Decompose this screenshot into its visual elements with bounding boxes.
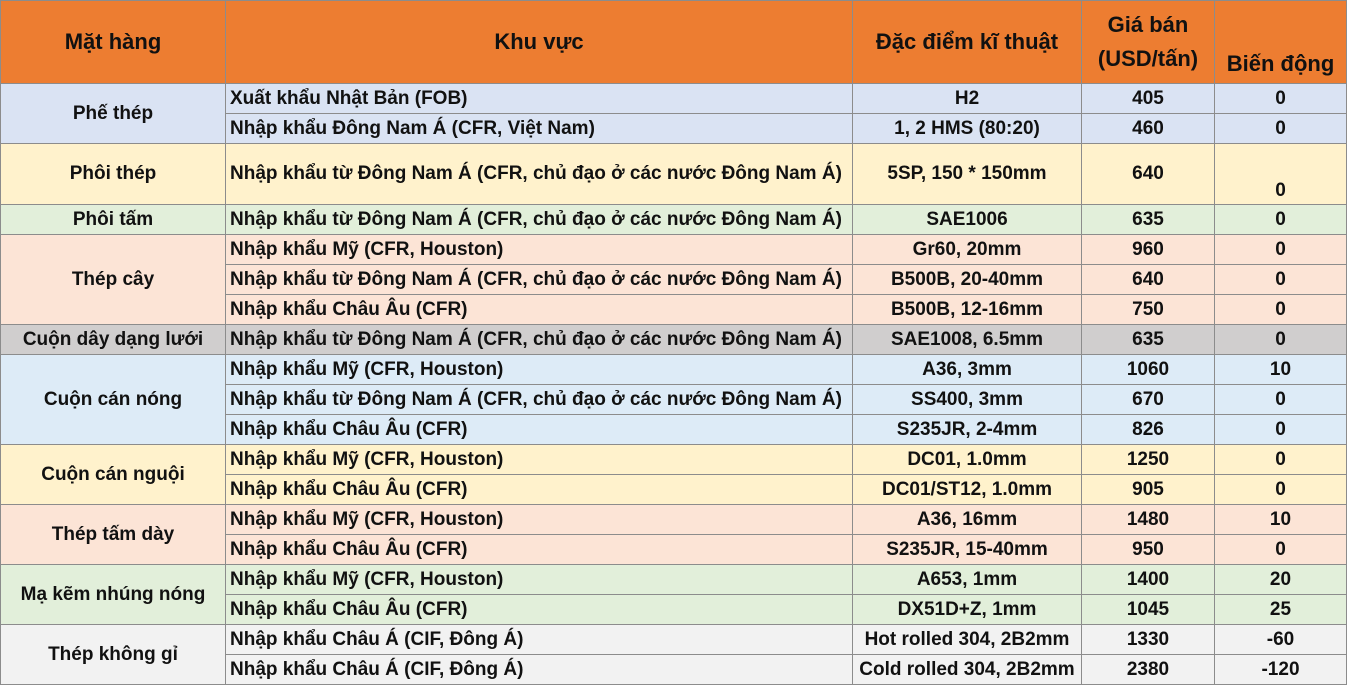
price-cell: 1060 (1082, 355, 1215, 385)
change-cell: -60 (1215, 625, 1347, 655)
item-name: Thép tấm dày (1, 505, 226, 565)
table-row (1, 445, 1347, 475)
region-cell: Nhập khẩu Châu Âu (CFR) (226, 415, 853, 445)
table-row (1, 625, 1347, 655)
price-cell: 826 (1082, 415, 1215, 445)
price-cell: 460 (1082, 114, 1215, 144)
region-cell: Nhập khẩu từ Đông Nam Á (CFR, chủ đạo ở các nước Đông Nam Á) (226, 325, 853, 355)
change-cell: 0 (1215, 114, 1347, 144)
region-cell: Nhập khẩu Châu Á (CIF, Đông Á) (226, 655, 853, 685)
header-region: Khu vực (226, 1, 853, 84)
spec-cell: 5SP, 150 * 150mm (853, 144, 1082, 205)
price-cell: 640 (1082, 265, 1215, 295)
spec-cell: S235JR, 2-4mm (853, 415, 1082, 445)
change-cell: 0 (1215, 385, 1347, 415)
change-cell: 0 (1215, 205, 1347, 235)
region-cell: Nhập khẩu từ Đông Nam Á (CFR, chủ đạo ở các nước Đông Nam Á) (226, 144, 853, 205)
spec-cell: Cold rolled 304, 2B2mm (853, 655, 1082, 685)
region-cell: Nhập khẩu Châu Âu (CFR) (226, 475, 853, 505)
change-cell: -120 (1215, 655, 1347, 685)
region-cell: Nhập khẩu Mỹ (CFR, Houston) (226, 355, 853, 385)
item-name: Phôi thép (1, 144, 226, 205)
change-cell: 0 (1215, 535, 1347, 565)
spec-cell: B500B, 20-40mm (853, 265, 1082, 295)
header-price-line2: (USD/tấn) (1097, 46, 1199, 71)
price-cell: 750 (1082, 295, 1215, 325)
spec-cell: DC01/ST12, 1.0mm (853, 475, 1082, 505)
header-price-line1: Giá bán (1107, 12, 1189, 37)
item-name: Cuộn cán nóng (1, 355, 226, 445)
item-name: Phôi tấm (1, 205, 226, 235)
spec-cell: A36, 16mm (853, 505, 1082, 535)
spec-cell: H2 (853, 84, 1082, 114)
table-row (1, 355, 1347, 385)
price-cell: 950 (1082, 535, 1215, 565)
table-row (1, 325, 1347, 355)
region-cell: Nhập khẩu từ Đông Nam Á (CFR, chủ đạo ở các nước Đông Nam Á) (226, 385, 853, 415)
header-change: Biến động (1215, 1, 1347, 84)
price-cell: 405 (1082, 84, 1215, 114)
table-row (1, 235, 1347, 265)
header-spec: Đặc điểm kĩ thuật (853, 1, 1082, 84)
change-cell: 0 (1215, 84, 1347, 114)
region-cell: Nhập khẩu từ Đông Nam Á (CFR, chủ đạo ở các nước Đông Nam Á) (226, 265, 853, 295)
item-name: Thép không gỉ (1, 625, 226, 685)
region-cell: Nhập khẩu Mỹ (CFR, Houston) (226, 445, 853, 475)
price-cell: 905 (1082, 475, 1215, 505)
item-name: Cuộn dây dạng lưới (1, 325, 226, 355)
region-cell: Nhập khẩu Châu Âu (CFR) (226, 295, 853, 325)
price-cell: 1250 (1082, 445, 1215, 475)
spec-cell: S235JR, 15-40mm (853, 535, 1082, 565)
price-cell: 1480 (1082, 505, 1215, 535)
spec-cell: A653, 1mm (853, 565, 1082, 595)
region-cell: Nhập khẩu Châu Á (CIF, Đông Á) (226, 625, 853, 655)
price-cell: 670 (1082, 385, 1215, 415)
header-price (1082, 1, 1215, 84)
item-name: Cuộn cán nguội (1, 445, 226, 505)
spec-cell: Gr60, 20mm (853, 235, 1082, 265)
table-row (1, 205, 1347, 235)
region-cell: Nhập khẩu Đông Nam Á (CFR, Việt Nam) (226, 114, 853, 144)
change-cell: 0 (1215, 144, 1347, 205)
region-cell: Nhập khẩu Mỹ (CFR, Houston) (226, 565, 853, 595)
region-cell: Nhập khẩu Châu Âu (CFR) (226, 535, 853, 565)
price-cell: 960 (1082, 235, 1215, 265)
change-cell: 25 (1215, 595, 1347, 625)
region-cell: Nhập khẩu từ Đông Nam Á (CFR, chủ đạo ở các nước Đông Nam Á) (226, 205, 853, 235)
spec-cell: Hot rolled 304, 2B2mm (853, 625, 1082, 655)
table-row (1, 144, 1347, 205)
spec-cell: SS400, 3mm (853, 385, 1082, 415)
spec-cell: 1, 2 HMS (80:20) (853, 114, 1082, 144)
spec-cell: A36, 3mm (853, 355, 1082, 385)
spec-cell: DC01, 1.0mm (853, 445, 1082, 475)
change-cell: 10 (1215, 505, 1347, 535)
price-cell: 635 (1082, 205, 1215, 235)
region-cell: Xuất khẩu Nhật Bản (FOB) (226, 84, 853, 114)
spec-cell: SAE1006 (853, 205, 1082, 235)
table-row (1, 84, 1347, 114)
header-item: Mặt hàng (1, 1, 226, 84)
change-cell: 0 (1215, 415, 1347, 445)
change-cell: 10 (1215, 355, 1347, 385)
region-cell: Nhập khẩu Châu Âu (CFR) (226, 595, 853, 625)
price-cell: 1330 (1082, 625, 1215, 655)
change-cell: 0 (1215, 445, 1347, 475)
item-name: Phế thép (1, 84, 226, 144)
region-cell: Nhập khẩu Mỹ (CFR, Houston) (226, 505, 853, 535)
price-cell: 1400 (1082, 565, 1215, 595)
region-cell: Nhập khẩu Mỹ (CFR, Houston) (226, 235, 853, 265)
change-cell: 0 (1215, 475, 1347, 505)
table-row (1, 565, 1347, 595)
spec-cell: SAE1008, 6.5mm (853, 325, 1082, 355)
change-cell: 20 (1215, 565, 1347, 595)
price-cell: 640 (1082, 144, 1215, 205)
change-cell: 0 (1215, 325, 1347, 355)
price-cell: 1045 (1082, 595, 1215, 625)
change-cell: 0 (1215, 295, 1347, 325)
header-row (1, 1, 1347, 84)
spec-cell: DX51D+Z, 1mm (853, 595, 1082, 625)
table-row (1, 505, 1347, 535)
price-cell: 2380 (1082, 655, 1215, 685)
change-cell: 0 (1215, 235, 1347, 265)
item-name: Thép cây (1, 235, 226, 325)
price-cell: 635 (1082, 325, 1215, 355)
spec-cell: B500B, 12-16mm (853, 295, 1082, 325)
change-cell: 0 (1215, 265, 1347, 295)
item-name: Mạ kẽm nhúng nóng (1, 565, 226, 625)
